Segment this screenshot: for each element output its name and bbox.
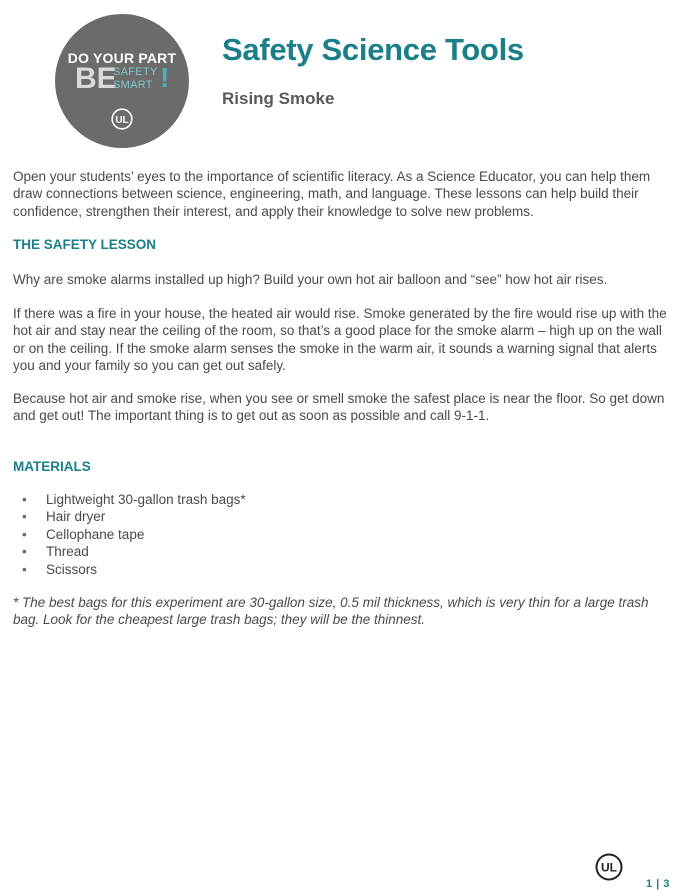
page-number: 1 | 3 xyxy=(646,878,670,890)
safety-lesson-paragraph-1: Why are smoke alarms installed up high? Build your own hot air balloon and “see” how hot air rises. xyxy=(13,272,608,287)
safety-lesson-paragraph-3: Because hot air and smoke rise, when you see or smell smoke the safest place is near the floor. So get down and get out! The important thing is to get out as soon as possible and call 9-1-1. xyxy=(13,391,665,424)
safety-lesson-heading: THE SAFETY LESSON xyxy=(13,237,157,252)
page-title: Safety Science Tools xyxy=(222,32,524,67)
logo-smart: SMART xyxy=(113,79,153,91)
materials-footnote: * The best bags for this experiment are 30-gallon size, 0.5 mil thickness, which is very thin for a large trash bag. Look for the cheapest large trash bags; they will be the thinnest. xyxy=(13,595,649,628)
logo-tagline: DO YOUR PART xyxy=(67,50,177,66)
list-item: • Hair dryer xyxy=(13,508,246,525)
ul-footer-icon xyxy=(595,853,623,881)
materials-heading: MATERIALS xyxy=(13,459,91,474)
list-item: • Lightweight 30-gallon trash bags* xyxy=(13,491,246,508)
logo-be: BE xyxy=(75,62,117,95)
intro-paragraph: Open your students’ eyes to the importance of scientific literacy. As a Science Educator, you can help them draw connections between science, engineering, math, and language. These lessons can help build their confidence, strengthen their interest, and apply their knowledge to solve new problems. xyxy=(13,169,651,219)
do-your-part-logo xyxy=(55,14,189,148)
logo-ul-text: UL xyxy=(115,115,129,126)
page-subtitle: Rising Smoke xyxy=(222,89,335,108)
list-item: • Cellophane tape xyxy=(13,526,246,543)
materials-list xyxy=(13,491,246,578)
footer-ul-text: UL xyxy=(601,860,617,875)
logo-safety: SAFETY xyxy=(113,66,158,78)
logo-exclamation: ! xyxy=(160,62,170,93)
list-item: • Thread xyxy=(13,543,246,560)
list-item: • Scissors xyxy=(13,561,246,578)
ul-mark-icon xyxy=(111,108,133,130)
safety-lesson-paragraph-2: If there was a fire in your house, the heated air would rise. Smoke generated by the fire would rise up with the hot air and stay near the ceiling of the room, so that’s a good place for the smoke alarm – high up on the wall or on the ceiling. If the smoke alarm senses the smoke in the warm air, it sounds a warning signal that alerts you and your family so you can get out safely. xyxy=(13,306,667,374)
